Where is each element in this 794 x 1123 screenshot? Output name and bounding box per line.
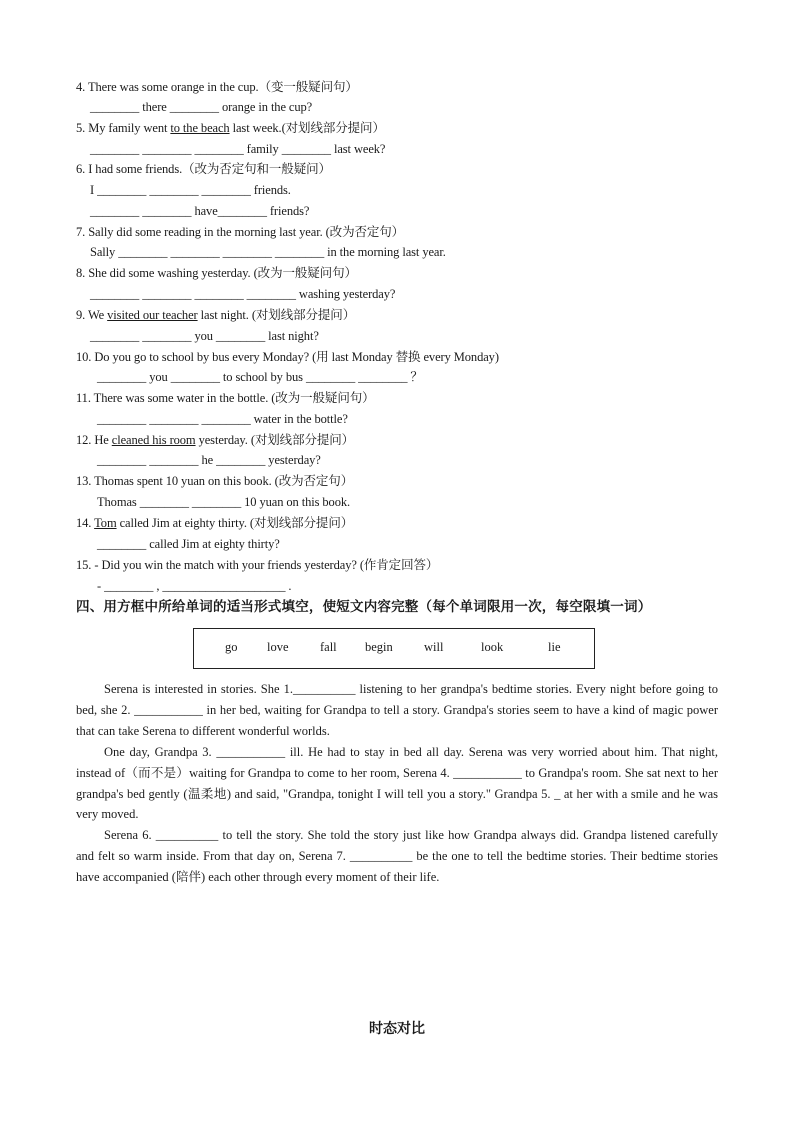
question-15-answer: - ________ , ____________________ . xyxy=(97,579,292,593)
question-4-answer: ________ there ________ orange in the cup? xyxy=(90,100,313,114)
question-14-answer: ________ called Jim at eighty thirty? xyxy=(97,537,280,551)
question-10-prompt: 10. Do you go to school by bus every Monday? (用 last Monday 替换 every Monday) xyxy=(76,350,499,364)
passage-paragraph-1: Serena is interested in stories. She 1.__________ listening to her grandpa's bedtime stories. Every night before going to bed, she 2. ___________ in her bed, waiting for Grandpa to tell a story. Grandpa's stories seem to have a kind of magic power that can take Serena to different wonderful worlds. xyxy=(76,682,718,738)
word-box xyxy=(193,628,595,669)
prompt-text: 14. xyxy=(76,516,95,530)
underlined-phrase: to the beach xyxy=(170,121,230,135)
prompt-text: 9. We xyxy=(76,308,108,322)
passage-paragraph-3: Serena 6. __________ to tell the story. She told the story just like how Grandpa always did. Grandpa listened carefully and felt so warm inside. From that day on, Serena 7. __________ be the one to tell the bedtime stories. Their bedtime stories have accompanied (陪伴) each other through every moment of their life. xyxy=(76,828,718,884)
prompt-text: yesterday. (对划线部分提问） xyxy=(195,433,355,447)
word-look: look xyxy=(481,640,504,654)
question-9-prompt xyxy=(76,305,355,325)
question-11-answer: ________ ________ ________ water in the bottle? xyxy=(97,412,348,426)
question-13-answer: Thomas ________ ________ 10 yuan on this book. xyxy=(97,495,351,509)
question-6-answer-2: ________ ________ have________ friends? xyxy=(90,204,310,218)
question-8-answer: ________ ________ ________ ________ washing yesterday? xyxy=(90,287,396,301)
word-will: will xyxy=(424,640,444,654)
word-begin: begin xyxy=(365,640,393,654)
question-6-prompt: 6. I had some friends.（改为否定句和一般疑问） xyxy=(76,162,331,176)
question-12-prompt xyxy=(76,430,354,450)
question-5-answer: ________ ________ ________ family ________ last week? xyxy=(90,142,386,156)
question-13-prompt: 13. Thomas spent 10 yuan on this book. (改为否定句） xyxy=(76,474,354,488)
underlined-phrase: Tom xyxy=(94,516,117,530)
question-7-prompt: 7. Sally did some reading in the morning last year. (改为否定句） xyxy=(76,225,405,239)
question-15-prompt: 15. - Did you win the match with your friends yesterday? (作肯定回答） xyxy=(76,558,439,572)
footer-title: 时态对比 xyxy=(369,1021,425,1037)
question-12-answer: ________ ________ he ________ yesterday? xyxy=(97,453,321,467)
question-4-prompt: 4. There was some orange in the cup.（变一般疑问句） xyxy=(76,80,358,94)
question-7-answer: Sally ________ ________ ________ ________ in the morning last year. xyxy=(90,245,446,259)
prompt-text: 5. My family went xyxy=(76,121,171,135)
prompt-text: called Jim at eighty thirty. (对划线部分提问） xyxy=(116,516,354,530)
passage-paragraph-2: One day, Grandpa 3. ___________ ill. He had to stay in bed all day. Serena was very worried about him. That night, instead of（而不是）waiting for Grandpa to come to her room, Serena 4. ___________ to Grandpa's room. She sat next to her grandpa's bed gently (温柔地) and said, "Grandpa, tonight I will tell you a story." Grandpa 5. _ at her with a smile and he was very moved. xyxy=(76,745,718,822)
word-lie: lie xyxy=(548,640,561,654)
underlined-phrase: visited our teacher xyxy=(107,308,198,322)
question-5-prompt xyxy=(76,118,385,138)
word-go: go xyxy=(225,640,238,654)
question-6-answer: I ________ ________ ________ friends. xyxy=(90,183,291,197)
word-love: love xyxy=(267,640,289,654)
question-10-answer: ________ you ________ to school by bus ________ ________ ？ xyxy=(97,370,423,384)
prompt-text: last week.(对划线部分提问） xyxy=(229,121,385,135)
prompt-text: 12. He xyxy=(76,433,112,447)
underlined-phrase: cleaned his room xyxy=(111,433,196,447)
question-9-answer: ________ ________ you ________ last night? xyxy=(90,329,319,343)
question-8-prompt: 8. She did some washing yesterday. (改为一般疑问句） xyxy=(76,266,357,280)
section-4-title: 四、用方框中所给单词的适当形式填空，使短文内容完整（每个单词限用一次，每空限填一词） xyxy=(76,599,652,614)
prompt-text: last night. (对划线部分提问） xyxy=(197,308,356,322)
question-11-prompt: 11. There was some water in the bottle. (改为一般疑问句） xyxy=(76,391,375,405)
word-fall: fall xyxy=(320,640,337,654)
question-14-prompt xyxy=(76,513,353,533)
